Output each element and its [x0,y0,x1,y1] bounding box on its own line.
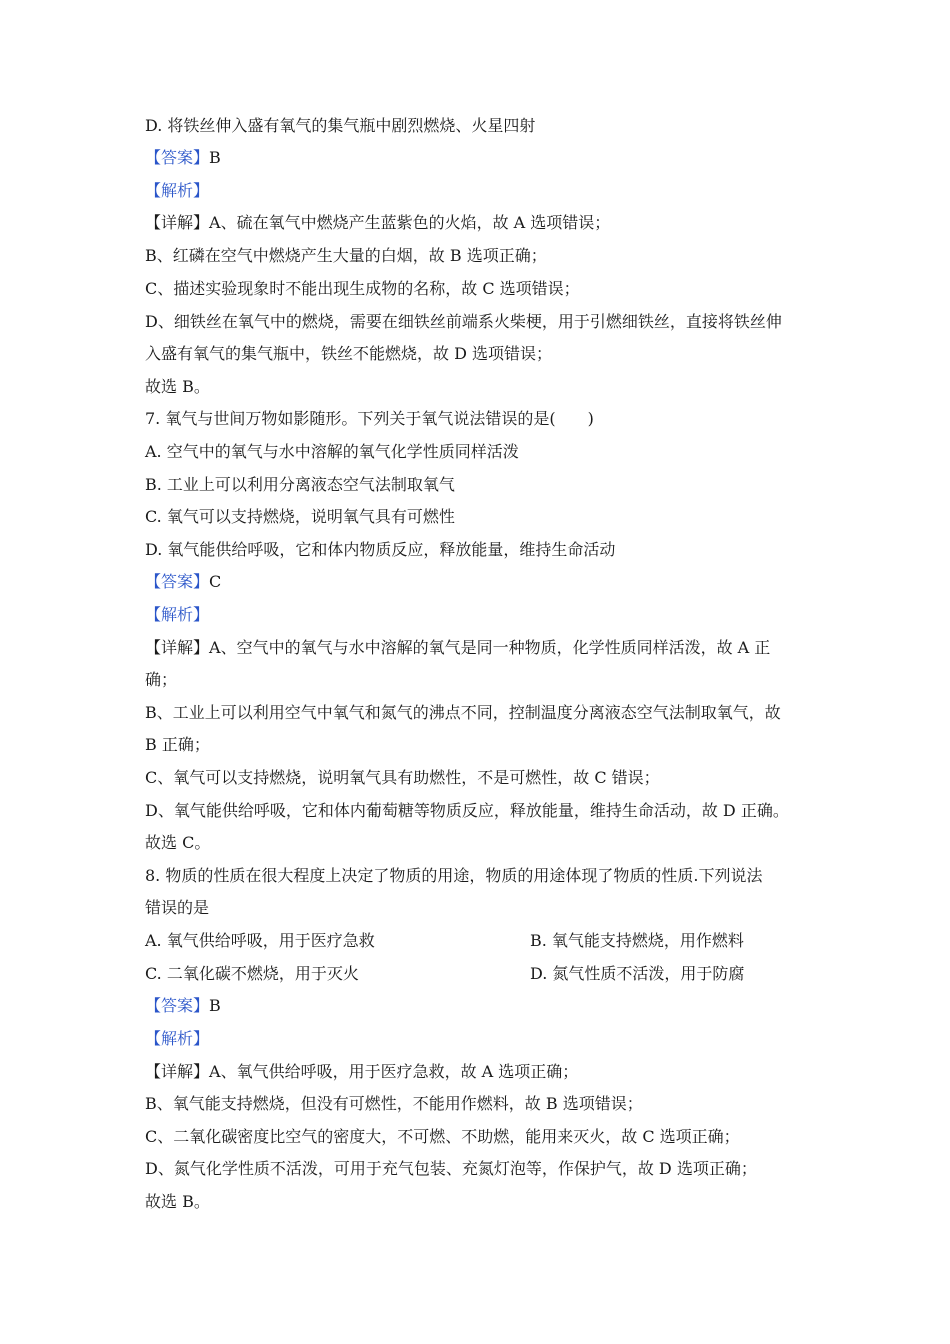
q8-detail-a: 【详解】A、氧气供给呼吸，用于医疗急救，故 A 选项正确； [145,1062,579,1081]
q6-option-d: D. 将铁丝伸入盛有氧气的集气瓶中剧烈燃烧、火星四射 [145,116,536,135]
q8-option-c: C. 二氧化碳不燃烧，用于灭火 [145,964,359,983]
q7-detail-a-1: 【详解】A、空气中的氧气与水中溶解的氧气是同一种物质，化学性质同样活泼，故 A 正 [145,638,771,657]
q8-stem-1: 8. 物质的性质在很大程度上决定了物质的用途，物质的用途体现了物质的性质.下列说法 [145,866,763,885]
q8-conclusion: 故选 B。 [145,1192,210,1211]
q7-detail-d: D、氧气能供给呼吸，它和体内葡萄糖等物质反应，释放能量，维持生命活动，故 D 正确。 [145,801,789,820]
q7-detail-b-2: B 正确； [145,735,210,754]
answer-label: 【答案】 [145,148,210,167]
detail-label: 【详解】 [145,1062,210,1081]
answer-label: 【答案】 [145,572,210,591]
q6-detail-c: C、描述实验现象时不能出现生成物的名称，故 C 选项错误； [145,279,580,298]
answer-value: C [209,572,222,591]
q6-analysis-label: 【解析】 [145,181,210,200]
q7-detail-c: C、氧气可以支持燃烧，说明氧气具有助燃性，不是可燃性，故 C 错误； [145,768,660,787]
q8-detail-d: D、氮气化学性质不活泼，可用于充气包装、充氮灯泡等，作保护气，故 D 选项正确； [145,1159,757,1178]
answer-label: 【答案】 [145,996,210,1015]
q8-answer [145,996,221,1016]
q6-detail-d-1: D、细铁丝在氧气中的燃烧，需要在细铁丝前端系火柴梗，用于引燃细铁丝，直接将铁丝伸 [145,312,782,331]
q7-option-d: D. 氧气能供给呼吸，它和体内物质反应，释放能量，维持生命活动 [145,540,616,559]
q7-detail-b-1: B、工业上可以利用空气中氧气和氮气的沸点不同，控制温度分离液态空气法制取氧气，故 [145,703,781,722]
q8-option-b: B. 氧气能支持燃烧，用作燃料 [530,931,744,950]
answer-value: B [209,148,221,167]
q6-detail-d-2: 入盛有氧气的集气瓶中，铁丝不能燃烧，故 D 选项错误； [145,344,553,363]
q7-analysis-label: 【解析】 [145,605,210,624]
q7-option-a: A. 空气中的氧气与水中溶解的氧气化学性质同样活泼 [145,442,519,461]
q6-answer [145,148,221,168]
q8-stem-2: 错误的是 [145,898,210,917]
detail-label: 【详解】 [145,213,210,232]
q8-analysis-label: 【解析】 [145,1029,210,1048]
q7-answer [145,572,221,592]
detail-label: 【详解】 [145,638,210,657]
q8-option-d: D. 氮气性质不活泼，用于防腐 [530,964,745,983]
q6-conclusion: 故选 B。 [145,377,210,396]
q7-option-c: C. 氧气可以支持燃烧，说明氧气具有可燃性 [145,507,455,526]
q6-detail-a: 【详解】A、硫在氧气中燃烧产生蓝紫色的火焰，故 A 选项错误； [145,213,611,232]
q8-detail-b: B、氧气能支持燃烧，但没有可燃性，不能用作燃料，故 B 选项错误； [145,1094,643,1113]
q8-option-a: A. 氧气供给呼吸，用于医疗急救 [145,931,375,950]
q7-conclusion: 故选 C。 [145,833,211,852]
q7-detail-a-2: 确； [145,670,178,689]
q7-stem: 7. 氧气与世间万物如影随形。下列关于氧气说法错误的是( ) [145,409,594,428]
answer-value: B [209,996,221,1015]
q8-detail-c: C、二氧化碳密度比空气的密度大，不可燃、不助燃，能用来灭火，故 C 选项正确； [145,1127,740,1146]
q6-detail-b: B、红磷在空气中燃烧产生大量的白烟，故 B 选项正确； [145,246,547,265]
q7-option-b: B. 工业上可以利用分离液态空气法制取氧气 [145,475,455,494]
